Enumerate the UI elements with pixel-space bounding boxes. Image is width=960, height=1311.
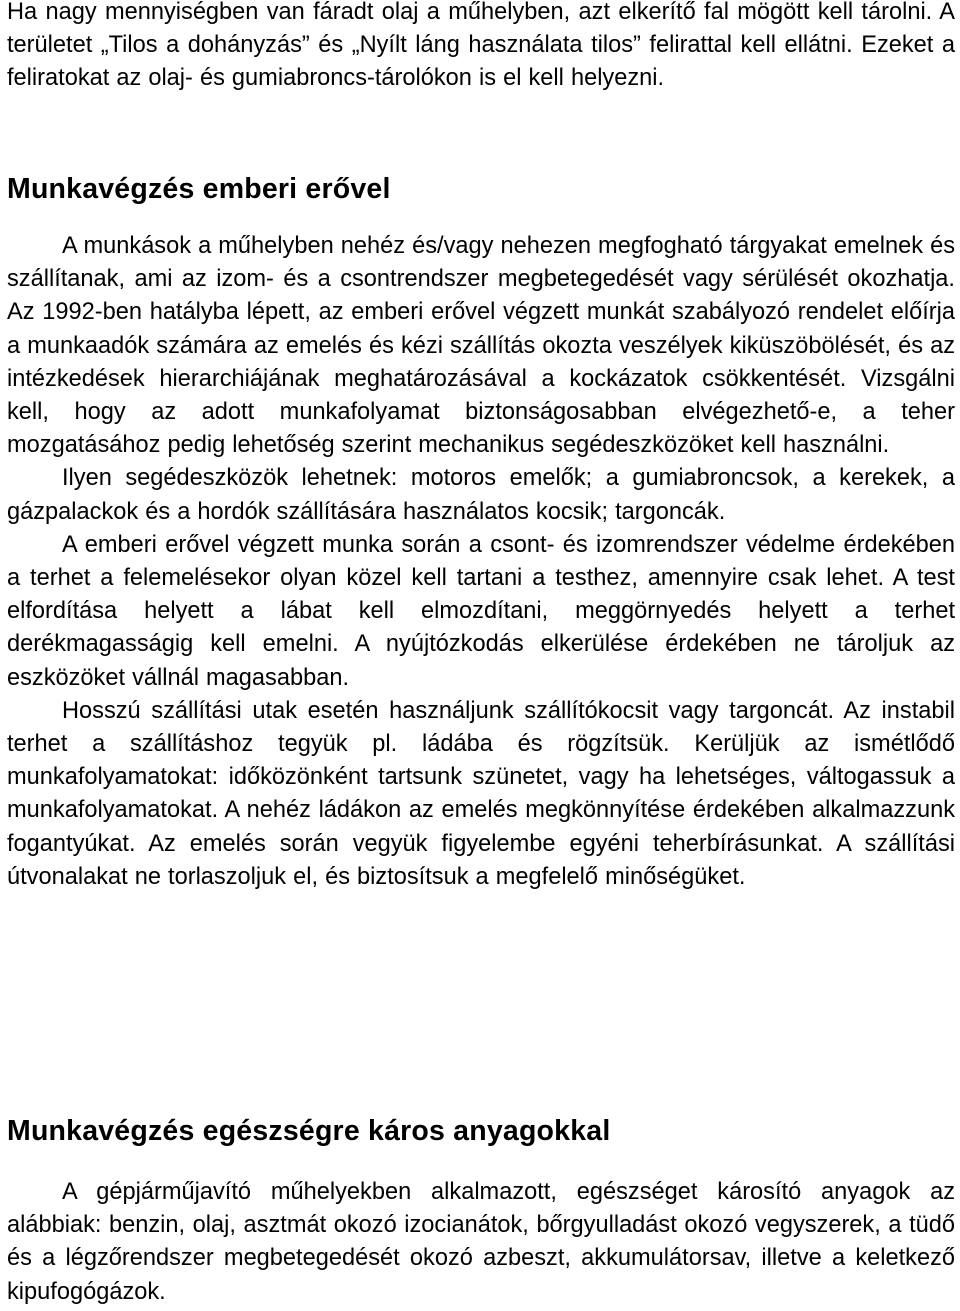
paragraph: A munkások a műhelyben nehéz és/vagy nehezen megfogható tárgyakat emelnek és szállítanak, ami az izom- és a csontrendszer megbetegedését vagy sérülését okozhatja. Az 1992-ben hatályba lépett, az emberi erővel végzett munkát szabályozó rendelet előírja a munkaadók számára az emelés és kézi szállítás okozta veszélyek kiküszöbölését, és az intézkedések hierarchiájának meghatározásával a kockázatok csökkentését. Vizsgálni kell, hogy az adott munkafolyamat biztonságosabban elvégezhető-e, a teher mozgatásához pedig lehetőség szerint mechanikus segédeszközöket kell használni. <box>7 233 955 459</box>
paragraph: Hosszú szállítási utak esetén használjunk szállítókocsit vagy targoncát. Az instabil terhet a szállításhoz tegyük pl. ládába és rögzítsük. Kerüljük az ismétlődő munkafolyamatokat: időközönként tartsunk szünetet, vagy ha lehetséges, váltogassuk a munkafolyamatokat. A nehéz ládákon az emelés megkönnyítése érdekében alkalmazzunk fogantyúkat. Az emelés során vegyük figyelembe egyéni teherbírásunkat. A szállítási útvonalakat ne torlaszoljuk el, és biztosítsuk a megfelelő minőségüket. <box>7 697 955 890</box>
section-heading-hazardous-substances: Munkavégzés egészségre káros anyagokkal <box>7 1115 611 1147</box>
intro-paragraph: Ha nagy mennyiségben van fáradt olaj a műhelyben, azt elkerítő fal mögött kell tárolni. A területet „Tilos a dohányzás” és „Nyílt láng használata tilos” felirattal kell ellátni. Ezeket a feliratokat az olaj- és gumiabroncs-tárolókon is el kell helyezni. <box>7 0 955 92</box>
section-heading-manual-handling: Munkavégzés emberi erővel <box>7 173 391 205</box>
section-body-hazardous-substances <box>7 1176 955 1309</box>
section-body-manual-handling <box>7 230 955 894</box>
paragraph: Ilyen segédeszközök lehetnek: motoros emelők; a gumiabroncsok, a kerekek, a gázpalackok és a hordók szállítására használatos kocsik; targoncák. <box>7 465 955 525</box>
paragraph: A gépjárműjavító műhelyekben alkalmazott, egészséget károsító anyagok az alábbiak: benzin, olaj, asztmát okozó izocianátok, bőrgyulladást okozó vegyszerek, a tüdő és a légzőrendszer megbetegedését okozó azbeszt, akkumulátorsav, illetve a keletkező kipufogógázok. <box>7 1179 955 1305</box>
paragraph: A emberi erővel végzett munka során a csont- és izomrendszer védelme érdekében a terhet a felemelésekor olyan közel kell tartani a testhez, amennyire csak lehet. A test elfordítása helyett a lábat kell elmozdítani, meggörnyedés helyett a terhet derékmagasságig kell emelni. A nyújtózkodás elkerülése érdekében ne tároljuk az eszközöket vállnál magasabban. <box>7 531 955 691</box>
